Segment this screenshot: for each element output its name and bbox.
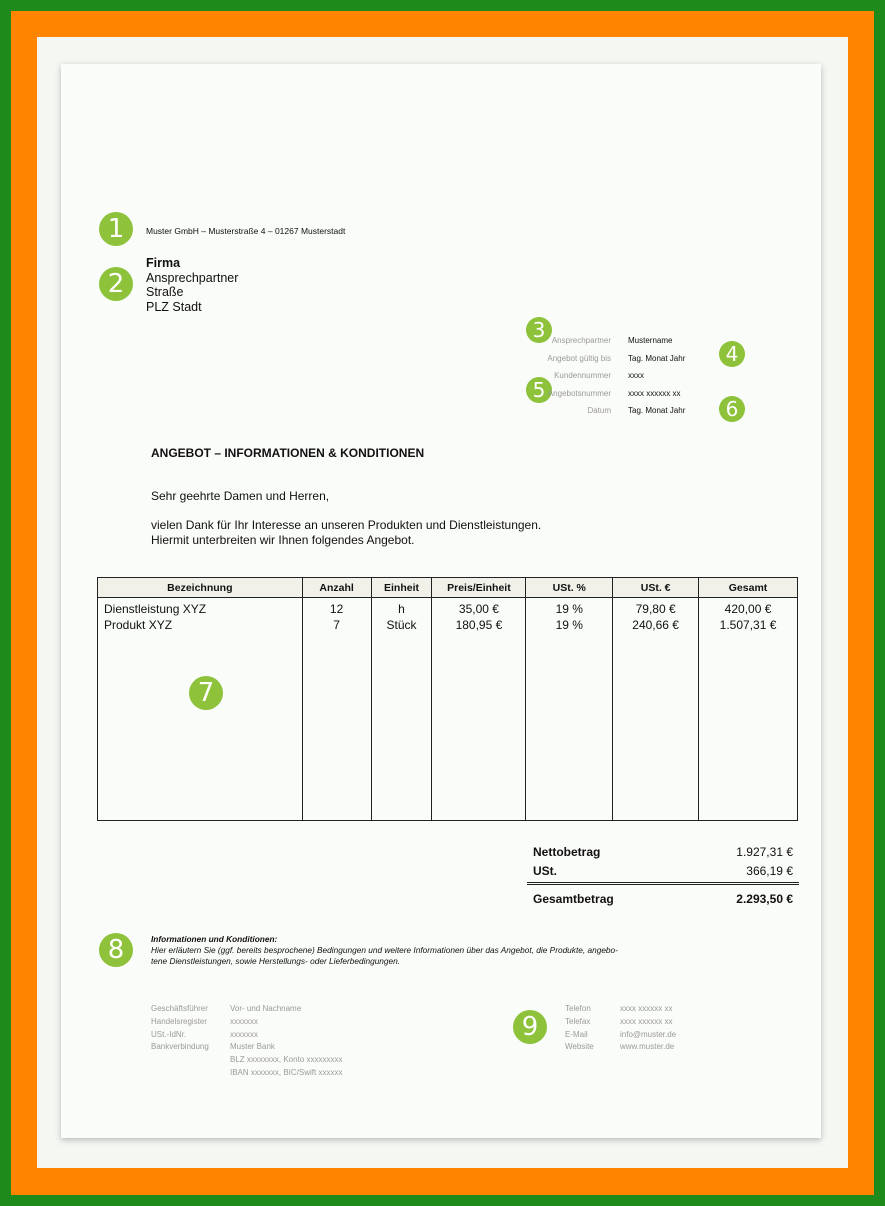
meta-label: Ansprechpartner: [551, 336, 611, 346]
footer-row: [565, 1029, 676, 1042]
table-cell: 12: [302, 598, 371, 617]
footer-row: [565, 1041, 676, 1054]
badge-2: 2: [99, 267, 133, 301]
meta-row: [506, 367, 685, 385]
footer-label: E-Mail: [565, 1029, 588, 1039]
conditions-text: tene Dienstleistungen, sowie Herstellungs- oder Lieferbedingungen.: [151, 956, 401, 966]
column-header: USt. %: [526, 578, 613, 598]
footer-value: BLZ xxxxxxxx, Konto xxxxxxxxx: [230, 1055, 343, 1065]
footer-label: [151, 1067, 230, 1080]
footer-contact-info: [565, 1003, 676, 1054]
table-row: [98, 598, 798, 617]
table-row: [98, 616, 798, 634]
recipient-address: [146, 256, 238, 314]
table-cell: 19 %: [526, 598, 613, 617]
badge-5: 5: [526, 377, 552, 403]
badge-9: 9: [513, 1010, 547, 1044]
footer-label: Telefon: [565, 1004, 591, 1013]
footer-label: USt.-IdNr.: [151, 1029, 187, 1039]
net-value: 1.927,31 €: [736, 844, 793, 859]
footer-company-info: [151, 1003, 342, 1080]
table-empty-row: [98, 634, 798, 821]
footer-label: Handelsregister: [151, 1016, 208, 1026]
meta-label: Angebotsnummer: [547, 388, 611, 398]
footer-row: [151, 1016, 342, 1029]
footer-label: Telefax: [565, 1016, 591, 1026]
footer-value: Vor- und Nachname: [230, 1004, 302, 1013]
badge-1: 1: [99, 212, 133, 246]
vat-total-row: [527, 861, 799, 880]
recipient-company: Firma: [146, 256, 181, 270]
column-header: Anzahl: [302, 578, 371, 598]
column-header: USt. €: [613, 578, 699, 598]
footer-row: [565, 1003, 676, 1016]
table-cell: Dienstleistung XYZ: [98, 598, 303, 617]
vat-label: USt.: [533, 863, 557, 878]
document-heading: ANGEBOT – INFORMATIONEN & KONDITIONEN: [151, 446, 425, 460]
meta-row: [506, 332, 685, 350]
offer-meta: [506, 332, 685, 420]
table-header-row: [98, 578, 798, 598]
meta-value: xxxx: [628, 371, 644, 381]
badge-4: 4: [719, 341, 745, 367]
table-cell: Produkt XYZ: [98, 616, 303, 634]
conditions-text: Hier erläutern Sie (ggf. bereits besprochene) Bedingungen und weitere Informationen über das Angebot, die Produkte, angebo-: [151, 945, 618, 955]
footer-label: Website: [565, 1042, 594, 1052]
footer-row: [151, 1029, 342, 1042]
gross-value: 2.293,50 €: [736, 891, 793, 906]
badge-3: 3: [526, 317, 552, 343]
footer-label: Bankverbindung: [151, 1042, 209, 1052]
intro-line: Hiermit unterbreiten wir Ihnen folgendes Angebot.: [151, 533, 415, 547]
column-header: Preis/Einheit: [432, 578, 526, 598]
conditions-title: Informationen und Konditionen:: [151, 934, 278, 944]
table-cell: 420,00 €: [699, 598, 798, 617]
greeting: Sehr geehrte Damen und Herren,: [151, 489, 330, 503]
footer-value: xxxxxxx: [230, 1016, 258, 1026]
vat-value: 366,19 €: [746, 863, 793, 878]
table-cell: 19 %: [526, 616, 613, 634]
table-cell: 1.507,31 €: [699, 616, 798, 634]
intro-text: [151, 518, 541, 548]
meta-value: Mustername: [628, 336, 673, 346]
meta-value: Tag. Monat Jahr: [628, 406, 686, 416]
footer-row: [151, 1003, 342, 1016]
column-header: Einheit: [371, 578, 432, 598]
table-cell: Stück: [371, 616, 432, 634]
footer-value: Muster Bank: [230, 1042, 275, 1052]
footer-row: [151, 1067, 342, 1080]
conditions-info: [151, 934, 751, 967]
footer-label: [151, 1054, 230, 1067]
table-cell: h: [371, 598, 432, 617]
badge-7: 7: [189, 676, 223, 710]
table-cell: 180,95 €: [432, 616, 526, 634]
table-cell: 7: [302, 616, 371, 634]
footer-row: [151, 1054, 342, 1067]
meta-label: Angebot gültig bis: [547, 353, 611, 363]
meta-value: xxxx xxxxxx xx: [628, 388, 681, 398]
column-header: Gesamt: [699, 578, 798, 598]
footer-row: [565, 1016, 676, 1029]
gross-label: Gesamtbetrag: [533, 891, 614, 906]
meta-label: Datum: [587, 406, 611, 416]
table-cell: 240,66 €: [613, 616, 699, 634]
badge-8: 8: [99, 933, 133, 967]
meta-label: Kundennummer: [554, 371, 611, 381]
footer-value: xxxxxxx: [230, 1029, 258, 1039]
meta-row: [506, 385, 685, 403]
footer-value: IBAN xxxxxxx, BIC/Swift xxxxxx: [230, 1067, 343, 1077]
table-cell: 35,00 €: [432, 598, 526, 617]
recipient-city: PLZ Stadt: [146, 299, 202, 314]
meta-row: [506, 350, 685, 368]
net-label: Nettobetrag: [533, 844, 601, 859]
recipient-contact: Ansprechpartner: [146, 270, 239, 285]
recipient-street: Straße: [146, 285, 184, 299]
meta-row: [506, 402, 685, 420]
sender-line: Muster GmbH – Musterstraße 4 – 01267 Musterstadt: [146, 226, 346, 236]
badge-6: 6: [719, 396, 745, 422]
footer-value: xxxx xxxxxx xx: [620, 1004, 673, 1013]
net-total-row: [527, 842, 799, 861]
column-header: Bezeichnung: [98, 578, 303, 598]
footer-value: info@muster.de: [620, 1029, 677, 1039]
totals-block: [527, 842, 799, 908]
footer-label: Geschäftsführer: [151, 1004, 208, 1013]
meta-value: Tag. Monat Jahr: [628, 353, 686, 363]
offer-document: [61, 64, 821, 1138]
footer-value: xxxx xxxxxx xx: [620, 1016, 673, 1026]
footer-value: www.muster.de: [620, 1042, 675, 1052]
gross-total-row: [527, 882, 799, 908]
intro-line: vielen Dank für Ihr Interesse an unseren Produkten und Dienstleistungen.: [151, 518, 542, 532]
table-cell: 79,80 €: [613, 598, 699, 617]
footer-row: [151, 1041, 342, 1054]
